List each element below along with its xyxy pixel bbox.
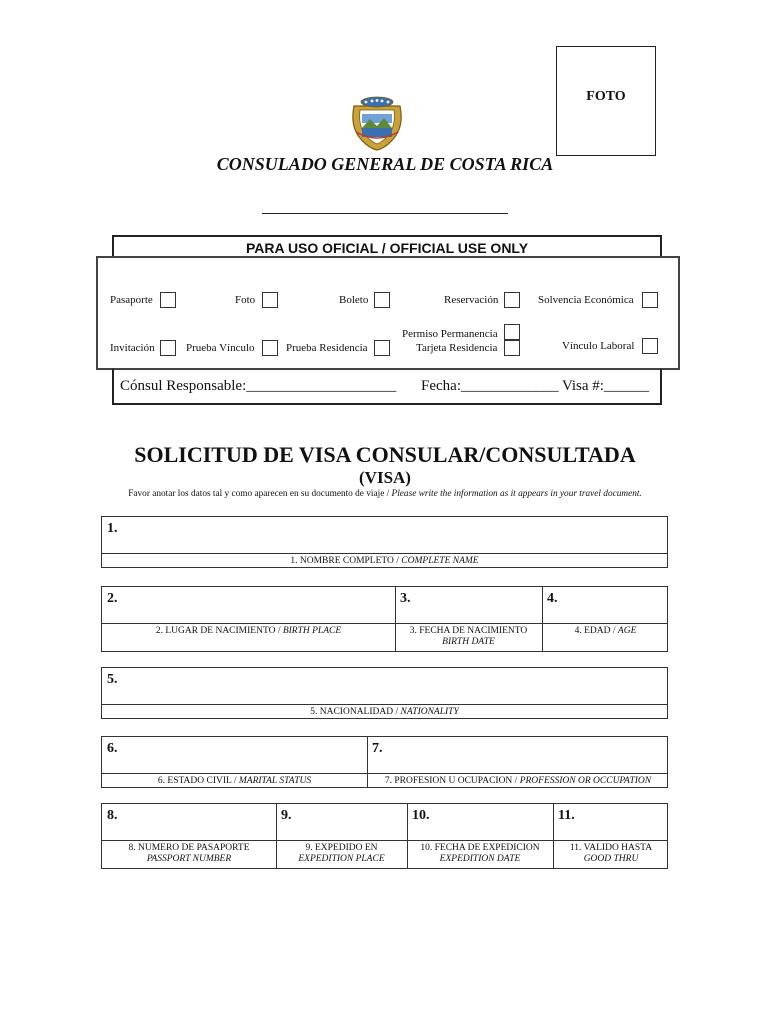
checkbox-label-prueba-vinculo: Prueba Vínculo — [186, 342, 255, 354]
field-caption — [102, 843, 276, 865]
field-number: 3. — [400, 591, 411, 606]
checkbox-pasaporte[interactable] — [160, 292, 176, 308]
consulate-title: CONSULADO GENERAL DE COSTA RICA — [216, 154, 554, 174]
fecha-visa-field[interactable]: Fecha:_____________ Visa #:______ — [421, 378, 649, 394]
caption-es: 8. NUMERO DE PASAPORTE — [128, 843, 250, 853]
field-caption — [276, 843, 407, 865]
field-divider — [102, 704, 667, 705]
caption-en: NATIONALITY — [400, 707, 459, 717]
caption-en: EXPEDITION DATE — [439, 854, 521, 864]
checkbox-foto[interactable] — [262, 292, 278, 308]
caption-en: GOOD THRU — [583, 854, 639, 864]
checkbox-label-vinculo-laboral: Vínculo Laboral — [562, 340, 635, 352]
photo-box — [556, 46, 656, 156]
caption-es: 4. EDAD / — [574, 626, 618, 636]
field-row-passport — [101, 803, 668, 869]
caption-en: BIRTH PLACE — [282, 626, 342, 636]
caption-en: COMPLETE NAME — [401, 556, 479, 566]
caption-es: 9. EXPEDIDO EN — [305, 843, 378, 853]
field-caption — [102, 707, 667, 718]
field-caption — [102, 556, 667, 567]
caption-es: 5. NACIONALIDAD / — [310, 707, 401, 717]
field-number: 9. — [281, 808, 292, 823]
field-age[interactable] — [542, 587, 669, 651]
field-row-birth — [101, 586, 668, 652]
caption-en: MARITAL STATUS — [238, 776, 312, 786]
field-caption — [542, 626, 669, 637]
consul-row — [112, 369, 662, 405]
field-caption — [395, 626, 542, 648]
consul-responsable-field[interactable]: Cónsul Responsable:____________________ — [120, 378, 397, 394]
field-number: 4. — [547, 591, 558, 606]
caption-es: 6. ESTADO CIVIL / — [157, 776, 239, 786]
checkbox-tarjeta-residencia[interactable] — [504, 340, 520, 356]
field-caption — [407, 843, 553, 865]
field-number: 2. — [107, 591, 118, 606]
field-nationality[interactable] — [101, 667, 668, 719]
checkbox-invitacion[interactable] — [160, 340, 176, 356]
coat-of-arms-icon — [346, 92, 408, 152]
caption-es: 3. FECHA DE NACIMIENTO — [409, 626, 528, 636]
caption-es: 2. LUGAR DE NACIMIENTO / — [155, 626, 283, 636]
caption-es: 11. VALIDO HASTA — [569, 843, 653, 853]
checkbox-label-invitacion: Invitación — [110, 342, 155, 354]
field-expedition-date[interactable] — [407, 804, 553, 868]
form-title: SOLICITUD DE VISA CONSULAR/CONSULTADA — [134, 442, 636, 467]
photo-label: FOTO — [586, 89, 626, 104]
checkbox-boleto[interactable] — [374, 292, 390, 308]
field-caption — [102, 626, 395, 637]
field-number: 8. — [107, 808, 118, 823]
official-use-header — [112, 235, 662, 257]
field-number: 10. — [412, 808, 430, 823]
field-good-thru[interactable] — [553, 804, 669, 868]
caption-en: PROFESSION OR OCCUPATION — [519, 776, 652, 786]
field-caption — [102, 776, 367, 787]
field-number: 7. — [372, 741, 383, 756]
field-divider — [102, 553, 667, 554]
checkbox-prueba-residencia[interactable] — [374, 340, 390, 356]
field-number: 6. — [107, 741, 118, 756]
official-use-title: PARA USO OFICIAL / OFFICIAL USE ONLY — [245, 240, 529, 256]
caption-en: EXPEDITION PLACE — [298, 854, 385, 864]
checkbox-label-boleto: Boleto — [339, 294, 369, 306]
instructions-es: Favor anotar los datos tal y como aparecen en su documento de viaje / — [128, 489, 392, 499]
field-passport-number[interactable] — [102, 804, 276, 868]
field-expedition-place[interactable] — [276, 804, 407, 868]
form-instructions — [0, 489, 770, 499]
instructions-en: Please write the information as it appears in your travel document. — [391, 489, 642, 499]
caption-es: 7. PROFESION U OCUPACION / — [384, 776, 520, 786]
checkbox-label-foto: Foto — [235, 294, 256, 306]
checkbox-label-tarjeta-residencia: Tarjeta Residencia — [416, 342, 498, 354]
caption-es: 1. NOMBRE COMPLETO / — [290, 556, 402, 566]
title-underline — [262, 213, 508, 214]
checkbox-label-prueba-residencia: Prueba Residencia — [286, 342, 368, 354]
checkbox-label-pasaporte: Pasaporte — [110, 294, 153, 306]
field-birth-date[interactable] — [395, 587, 542, 651]
field-caption — [553, 843, 669, 865]
checkbox-solvencia-economica[interactable] — [642, 292, 658, 308]
caption-en: AGE — [617, 626, 637, 636]
checkbox-prueba-vinculo[interactable] — [262, 340, 278, 356]
caption-es: 10. FECHA DE EXPEDICION — [420, 843, 540, 853]
field-profession[interactable] — [367, 737, 669, 787]
checkbox-label-solvencia: Solvencia Económica — [538, 294, 634, 306]
field-marital-status[interactable] — [102, 737, 367, 787]
field-row-status — [101, 736, 668, 788]
field-number: 11. — [558, 808, 575, 823]
checkbox-vinculo-laboral[interactable] — [642, 338, 658, 354]
checkbox-label-reservacion: Reservación — [444, 294, 499, 306]
field-caption — [367, 776, 669, 787]
checkbox-reservacion[interactable] — [504, 292, 520, 308]
caption-en: PASSPORT NUMBER — [146, 854, 232, 864]
caption-en: BIRTH DATE — [442, 637, 495, 647]
field-birth-place[interactable] — [102, 587, 395, 651]
official-use-box — [96, 256, 680, 370]
form-subtitle: (VISA) — [359, 468, 411, 487]
field-number: 5. — [107, 672, 118, 687]
field-complete-name[interactable] — [101, 516, 668, 568]
checkbox-label-permiso-permanencia: Permiso Permanencia — [402, 328, 498, 340]
field-number: 1. — [107, 521, 118, 536]
checkbox-permiso-permanencia[interactable] — [504, 324, 520, 340]
